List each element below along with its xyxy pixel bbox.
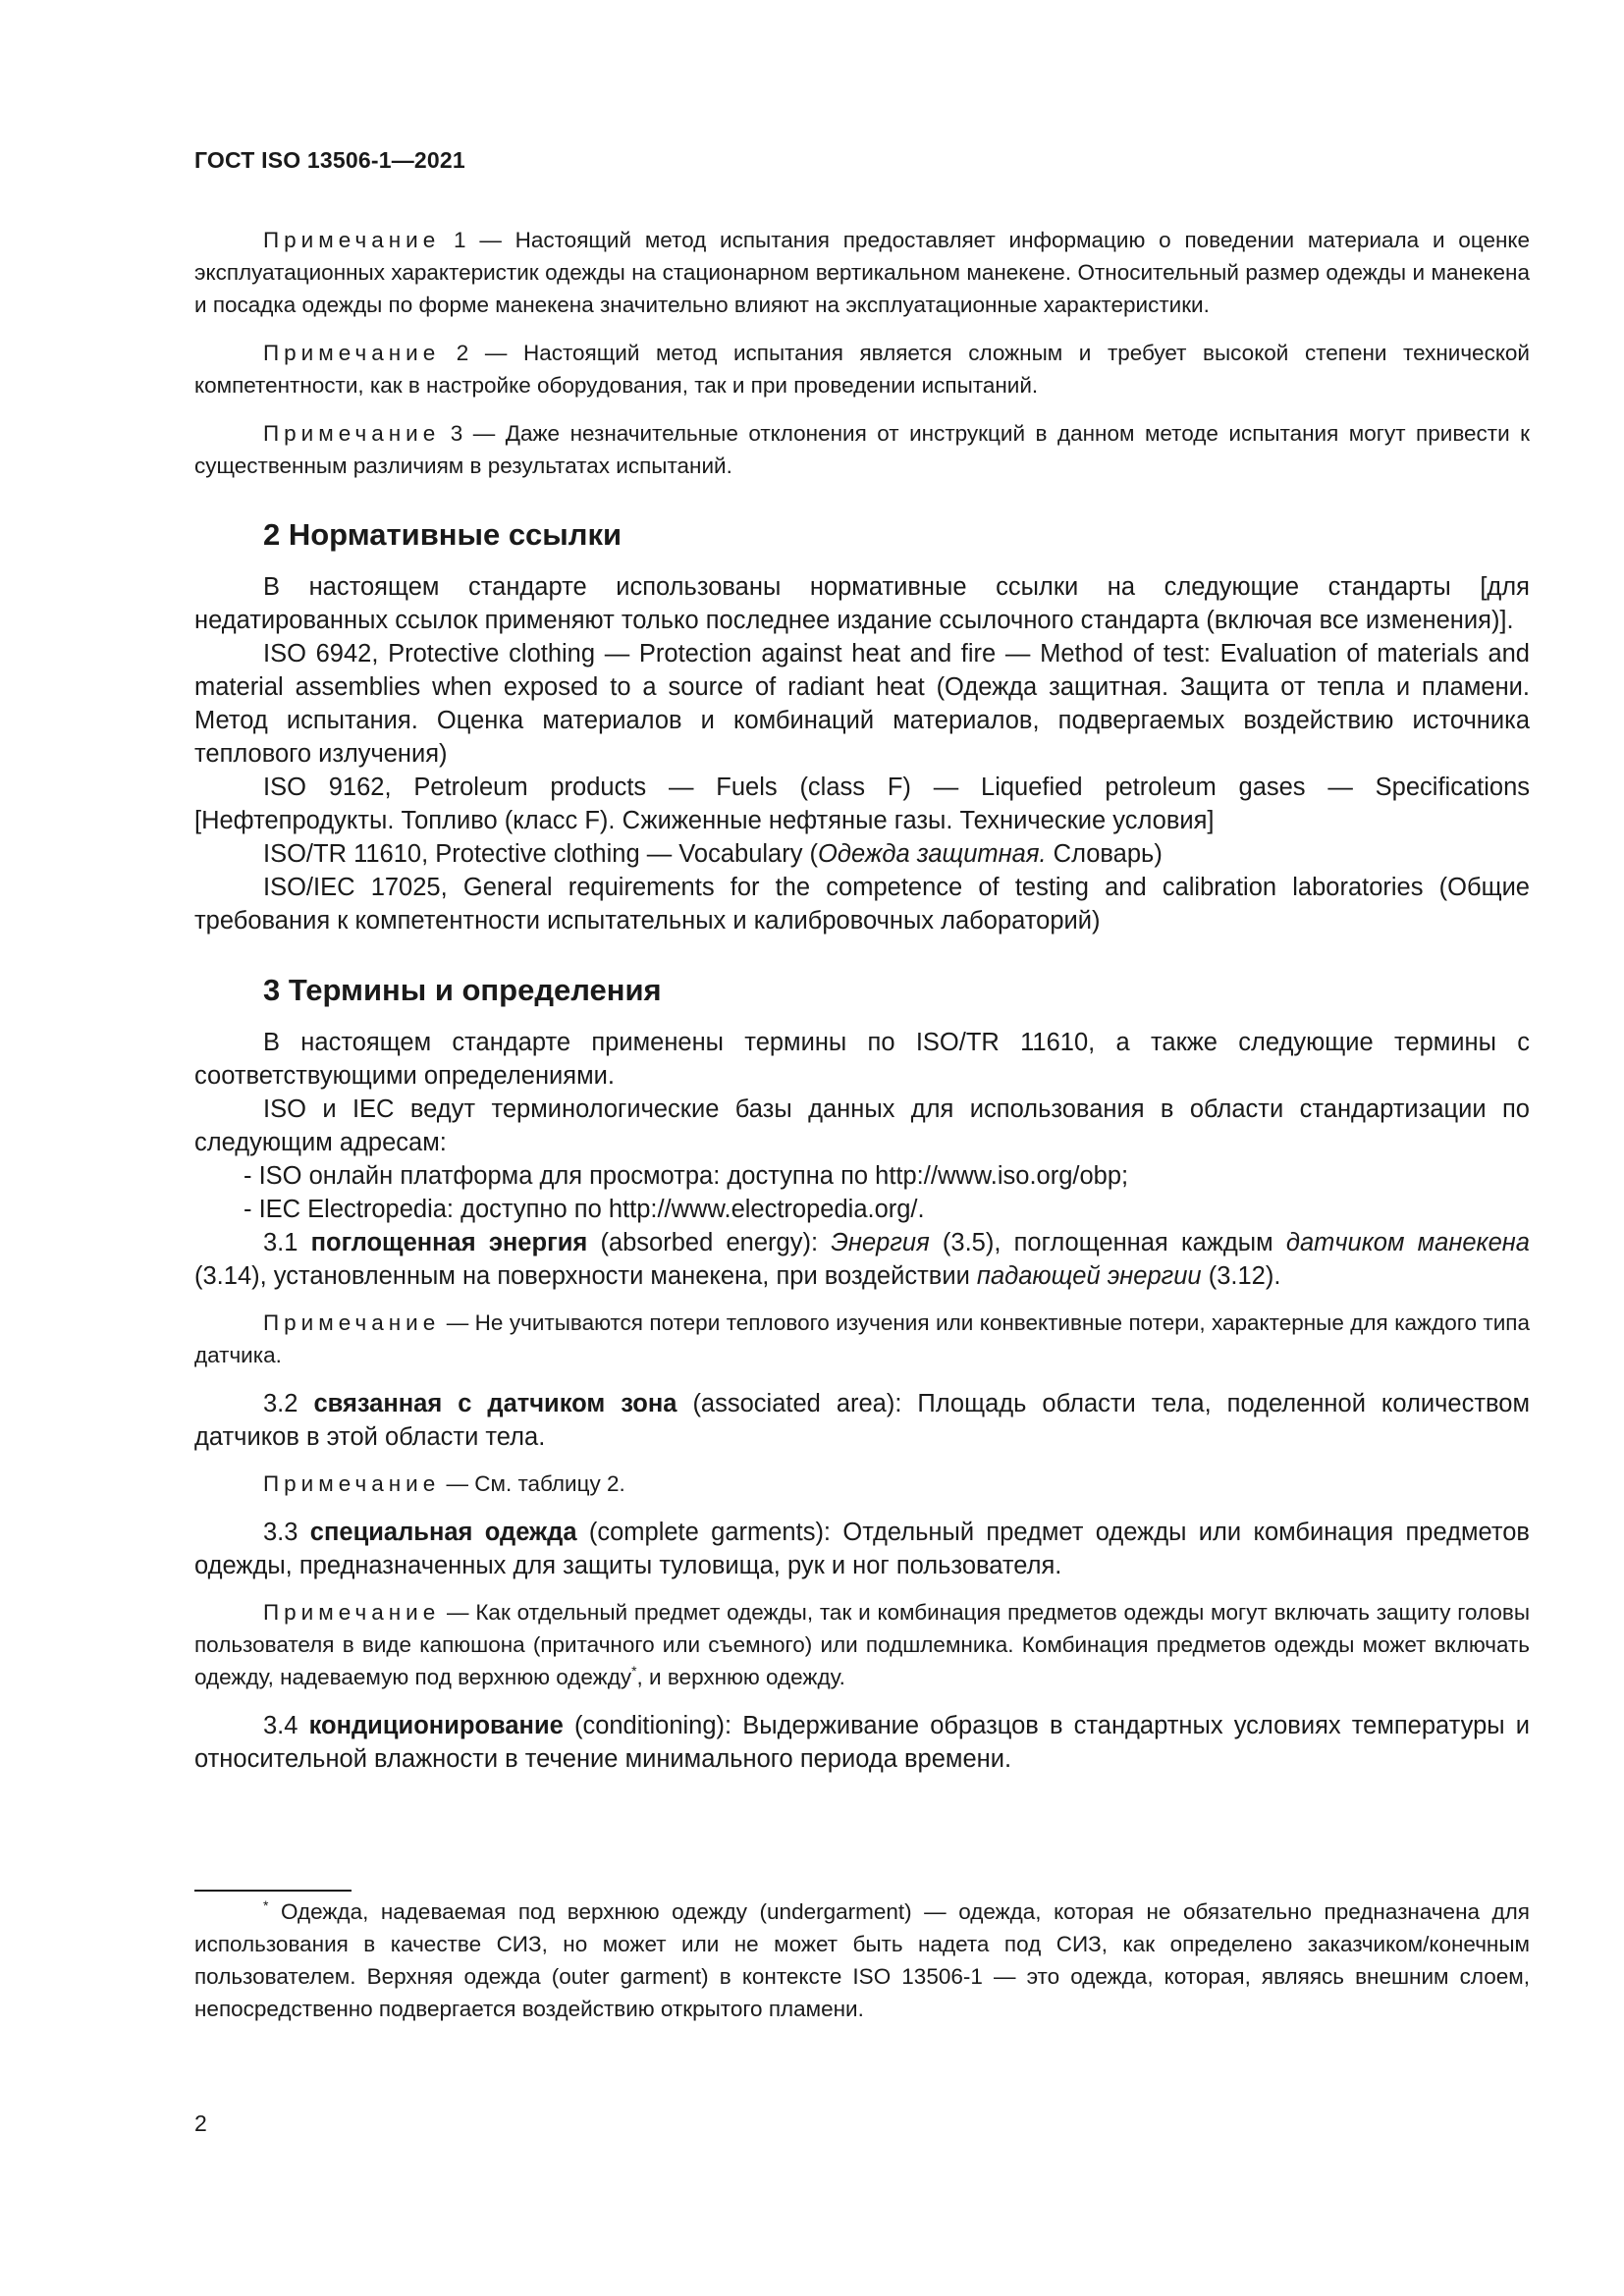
term-name: связанная с датчиком зона: [313, 1390, 677, 1417]
section-2-heading: 2 Нормативные ссылки: [263, 517, 623, 552]
normative-ref-iso-9162: ISO 9162, Petroleum products — Fuels (class F) — Liquefied petroleum gases — Specifications [Нефтепродукты. Топливо (класс F). Сжиженные нефтяные газы. Технические условия]: [194, 774, 1530, 834]
note-label: Примечание: [263, 228, 441, 252]
term-3-3-complete-garments: 3.3 специальная одежда (complete garments): Отдельный предмет одежды или комбинация предметов одежды, предназначенных для защиты туловища, рук и ног пользователя.: [194, 1519, 1530, 1579]
normative-ref-iso-6942: ISO 6942, Protective clothing — Protection against heat and fire — Method of test: Evaluation of materials and material assemblies when exposed to a source of radiant heat (Одежда защитная. Защита от тепла и пламени. Метод испытания. Оценка материалов и комбинаций материалов, подвергаемых воздействию источника теплового излучения): [194, 640, 1530, 768]
footnote-undergarment: * Одежда, надеваемая под верхнюю одежду (undergarment) — одежда, которая не обязательно предназначена для использования в качестве СИЗ, но может или не может быть надета под СИЗ, как определено заказчиком/конечным пользователем. Верхняя одежда (outer garment) в контексте ISO 13506-1 — это одежда, которая, являясь внешним слоем, непосредственно подвергается воздействию открытого пламени.: [194, 1897, 1530, 2021]
term-name: специальная одежда: [309, 1519, 577, 1546]
footnote-reference-mark[interactable]: *: [631, 1663, 637, 1679]
list-item-iso-obp: - ISO онлайн платформа для просмотра: доступна по http://www.iso.org/obp;: [244, 1162, 1129, 1190]
footnote-separator: [194, 1890, 352, 1892]
term-3-1-absorbed-energy: 3.1 поглощенная энергия (absorbed energy): Энергия (3.5), поглощенная каждым датчиком манекена (3.14), установленным на поверхности манекена, при воздействии падающей энергии (3.12).: [194, 1229, 1530, 1290]
note-label: Примечание: [263, 341, 441, 365]
term-3-2-note: Примечание — См. таблицу 2.: [263, 1471, 625, 1496]
term-name: кондиционирование: [308, 1712, 564, 1739]
term-name: поглощенная энергия: [310, 1229, 588, 1256]
note-label: Примечание: [263, 1471, 441, 1496]
note-label: Примечание: [263, 421, 441, 446]
footnote-mark: *: [263, 1897, 269, 1913]
normative-ref-iso-iec-17025: ISO/IEC 17025, General requirements for the competence of testing and calibration laboratories (Общие требования к компетентности испытательных и калибровочных лабораторий): [194, 874, 1530, 934]
list-item-electropedia: - IEC Electropedia: доступно по http://www.electropedia.org/.: [244, 1196, 925, 1223]
terminology-databases-text: ISO и IEC ведут терминологические базы данных для использования в области стандартизации по следующим адресам:: [194, 1095, 1530, 1156]
note-3: Примечание 3 — Даже незначительные отклонения от инструкций в данном методе испытания могут привести к существенным различиям в результатах испытаний.: [194, 421, 1530, 478]
page-content: [194, 224, 1530, 1776]
section-2-intro: В настоящем стандарте использованы нормативные ссылки на следующие стандарты [для недатированных ссылок применяют только последнее издание ссылочного стандарта (включая все изменения)].: [194, 573, 1530, 634]
note-label: Примечание: [263, 1310, 441, 1335]
section-3-intro: В настоящем стандарте применены термины по ISO/TR 11610, а также следующие термины с соответствующими определениями.: [194, 1029, 1530, 1090]
term-3-2-associated-area: 3.2 связанная с датчиком зона (associated area): Площадь области тела, поделенной количеством датчиков в этой области тела.: [194, 1390, 1530, 1451]
note-1: Примечание 1 — Настоящий метод испытания предоставляет информацию о поведении материала и оценке эксплуатационных характеристик одежды на стационарном вертикальном манекене. Относительный размер одежды и манекена и посадка одежды по форме манекена значительно влияют на эксплуатационные характеристики.: [194, 228, 1531, 317]
page-number: 2: [194, 2110, 207, 2136]
section-3-heading: 3 Термины и определения: [263, 973, 662, 1007]
term-3-4-conditioning: 3.4 кондиционирование (conditioning): Выдерживание образцов в стандартных условиях температуры и относительной влажности в течение минимального периода времени.: [194, 1712, 1530, 1773]
note-label: Примечание: [263, 1600, 441, 1625]
term-3-1-note: Примечание — Не учитываются потери теплового изучения или конвективные потери, характерные для каждого типа датчика.: [194, 1310, 1530, 1367]
normative-ref-iso-tr-11610: ISO/TR 11610, Protective clothing — Vocabulary (Одежда защитная. Словарь): [263, 840, 1163, 868]
term-3-3-note: Примечание — Как отдельный предмет одежды, так и комбинация предметов одежды могут включать защиту головы пользователя в виде капюшона (притачного или съемного) или подшлемника. Комбинация предметов одежды может включать одежду, надеваемую под верхнюю одежду*, и верхнюю одежду.: [194, 1600, 1530, 1689]
document-code-header: ГОСТ ISO 13506-1—2021: [194, 147, 465, 173]
note-2: Примечание 2 — Настоящий метод испытания является сложным и требует высокой степени технической компетентности, как в настройке оборудования, так и при проведении испытаний.: [194, 341, 1531, 398]
